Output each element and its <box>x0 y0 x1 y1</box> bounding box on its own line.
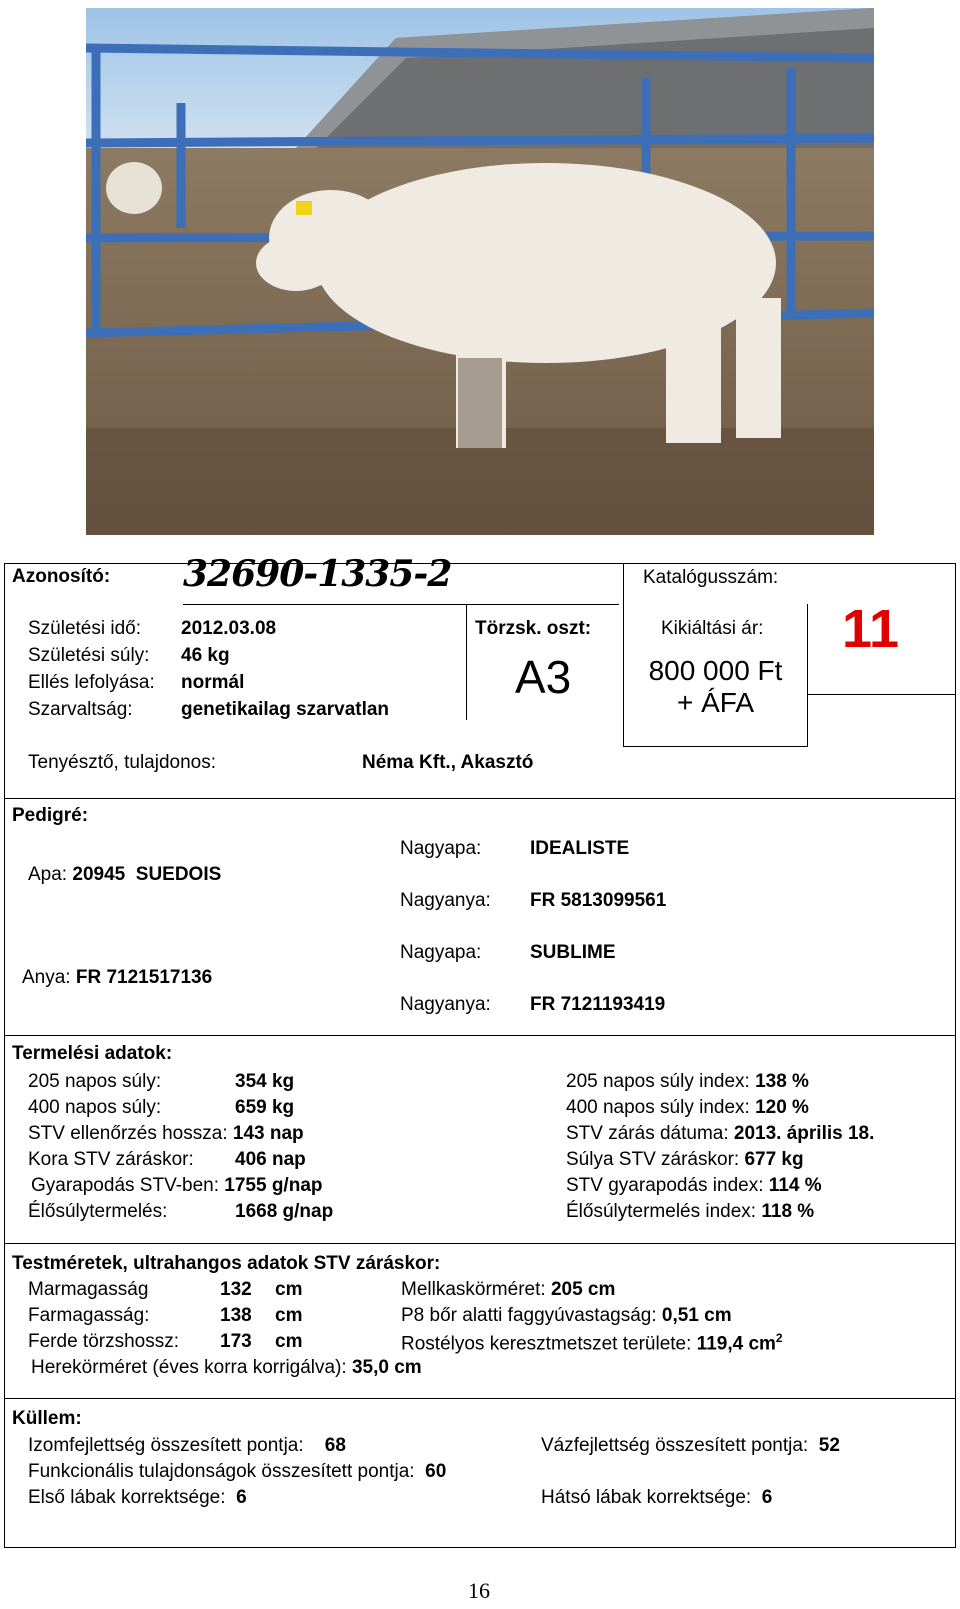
scrotal-value: 35,0 cm <box>351 1357 422 1378</box>
appearance-title: Küllem: <box>12 1408 82 1429</box>
stv-length-value: 143 nap <box>232 1123 304 1144</box>
hind-legs-label: Hátsó lábak korrektsége: <box>541 1487 752 1508</box>
chest-girth-value: 205 cm <box>550 1279 616 1300</box>
price-box-bottom-border <box>623 746 808 747</box>
calving-label: Ellés lefolyása: <box>28 672 155 693</box>
weight-at-stv-close-label: Súlya STV záráskor: <box>566 1149 740 1170</box>
father-value: 20945 SUEDOIS <box>72 864 222 885</box>
chest-girth <box>401 1279 615 1301</box>
price-label: Kikiáltási ár: <box>661 618 764 639</box>
catalog-box-bottom-border <box>807 694 956 695</box>
liveweight-index-value: 118 % <box>761 1201 815 1222</box>
breeder-value <box>362 752 533 774</box>
age-at-stv-close-label: Kora STV záráskor: <box>28 1149 194 1170</box>
breeder-name: Néma Kft. <box>362 752 451 773</box>
ribeye-area <box>401 1331 783 1355</box>
stv-gain-index-value: 114 % <box>768 1175 822 1196</box>
ribeye-area-label: Rostélyos keresztmetszet területe: <box>401 1333 692 1355</box>
p8-fat-value: 0,51 cm <box>661 1305 732 1326</box>
bull-photo-illustration <box>86 8 874 535</box>
stv-gain-label: Gyarapodás STV-ben: <box>31 1175 219 1196</box>
paternal-grandfather-value: IDEALISTE <box>530 838 630 859</box>
function-score-label: Funkcionális tulajdonságok összesített pontja: <box>28 1461 415 1482</box>
weight-205-label: 205 napos súly: <box>28 1071 162 1092</box>
id-underline <box>183 604 619 605</box>
id-label: Azonosító: <box>12 566 111 587</box>
rump-height-value: 138 <box>220 1305 252 1326</box>
ribeye-area-superscript: 2 <box>775 1331 783 1345</box>
father-label: Apa: <box>28 864 68 885</box>
stv-gain <box>31 1175 323 1197</box>
liveweight-gain-label: Élősúlytermelés: <box>28 1201 168 1222</box>
stv-gain-index <box>566 1175 822 1197</box>
age-at-stv-close-value: 406 nap <box>235 1149 306 1170</box>
maternal-grandfather-label: Nagyapa: <box>400 942 482 963</box>
scrotal-label: Herekörméret (éves korra korrigálva): <box>31 1357 347 1378</box>
price-vat: + ÁFA <box>676 687 755 718</box>
divider-pedigree <box>4 798 956 799</box>
birth-weight-value: 46 kg <box>181 645 230 666</box>
catalog-number: 11 <box>842 599 900 659</box>
index-400-label: 400 napos súly index: <box>566 1097 750 1118</box>
pedigree-title: Pedigré: <box>12 805 89 826</box>
horn-status-label: Szarvaltság: <box>28 699 133 720</box>
paternal-grandmother-label: Nagyanya: <box>400 890 491 911</box>
body-length-value: 173 <box>220 1331 252 1352</box>
liveweight-gain-value: 1668 g/nap <box>235 1201 334 1222</box>
bull-photo <box>86 8 874 535</box>
withers-height-label: Marmagasság <box>28 1279 149 1300</box>
horn-status-value: genetikailag szarvatlan <box>181 699 390 720</box>
stv-gain-value: 1755 g/nap <box>224 1175 323 1196</box>
hind-legs-score <box>541 1487 772 1509</box>
withers-height-unit: cm <box>275 1279 303 1300</box>
index-205-label: 205 napos súly index: <box>566 1071 750 1092</box>
hind-legs-value: 6 <box>761 1487 773 1508</box>
calving-value: normál <box>181 672 245 693</box>
stv-close-date-value: 2013. április 18. <box>733 1123 875 1144</box>
function-score <box>28 1461 446 1483</box>
stv-gain-index-label: STV gyarapodás index: <box>566 1175 764 1196</box>
maternal-grandmother-value: FR 7121193419 <box>530 994 666 1015</box>
body-measures-title: Testméretek, ultrahangos adatok STV záráskor: <box>12 1253 441 1274</box>
stv-close-date <box>566 1123 874 1145</box>
skeleton-score-value: 52 <box>818 1435 840 1456</box>
liveweight-index-label: Élősúlytermelés index: <box>566 1201 757 1222</box>
price-value: 800 000 Ft <box>648 655 783 686</box>
rump-height-label: Farmagasság: <box>28 1305 150 1326</box>
skeleton-score-label: Vázfejlettség összesített pontja: <box>541 1435 809 1456</box>
mother-label: Anya: <box>22 967 71 988</box>
page-number: 16 <box>468 1578 490 1603</box>
muscle-score <box>28 1435 346 1457</box>
withers-height-value: 132 <box>220 1279 252 1300</box>
production-title: Termelési adatok: <box>12 1043 173 1064</box>
body-length-unit: cm <box>275 1331 303 1352</box>
index-205-value: 138 % <box>755 1071 809 1092</box>
weight-205-value: 354 kg <box>235 1071 295 1092</box>
ribeye-area-value: 119,4 cm <box>696 1333 776 1355</box>
id-number: 32690-1335-2 <box>183 553 452 595</box>
class-label: Törzsk. oszt: <box>475 618 592 639</box>
p8-fat <box>401 1305 732 1327</box>
chest-girth-label: Mellkaskörméret: <box>401 1279 546 1300</box>
front-legs-score <box>28 1487 247 1509</box>
front-legs-value: 6 <box>236 1487 247 1508</box>
class-value: A3 <box>515 651 572 703</box>
muscle-score-value: 68 <box>324 1435 346 1456</box>
maternal-grandfather-value: SUBLIME <box>530 942 616 963</box>
birth-date-value: 2012.03.08 <box>181 618 277 639</box>
father <box>28 864 221 886</box>
stv-length-label: STV ellenőrzés hossza: <box>28 1123 228 1144</box>
function-score-value: 60 <box>425 1461 447 1482</box>
divider-body-measures <box>4 1243 956 1244</box>
class-box-left-border <box>466 604 467 720</box>
stv-length <box>28 1123 304 1145</box>
index-400-value: 120 % <box>755 1097 809 1118</box>
index-205 <box>566 1071 809 1093</box>
breeder-label: Tenyésztő, tulajdonos: <box>28 752 217 773</box>
stv-close-date-label: STV zárás dátuma: <box>566 1123 729 1144</box>
mother <box>22 967 212 989</box>
divider-production <box>4 1035 956 1036</box>
mother-value: FR 7121517136 <box>75 967 213 988</box>
rump-height-unit: cm <box>275 1305 303 1326</box>
weight-400-value: 659 kg <box>235 1097 295 1118</box>
muscle-score-label: Izomfejlettség összesített pontja: <box>28 1435 304 1456</box>
weight-400-label: 400 napos súly: <box>28 1097 162 1118</box>
divider-appearance <box>4 1398 956 1399</box>
breeder-place: , Akasztó <box>450 752 534 773</box>
front-legs-label: Első lábak korrektsége: <box>28 1487 226 1508</box>
maternal-grandmother-label: Nagyanya: <box>400 994 491 1015</box>
index-400 <box>566 1097 809 1119</box>
birth-weight-label: Születési súly: <box>28 645 150 666</box>
scrotal-circumference <box>31 1357 422 1379</box>
skeleton-score <box>541 1435 840 1457</box>
p8-fat-label: P8 bőr alatti faggyúvastagság: <box>401 1305 657 1326</box>
liveweight-index <box>566 1201 814 1223</box>
birth-date-label: Születési idő: <box>28 618 142 639</box>
paternal-grandfather-label: Nagyapa: <box>400 838 482 859</box>
paternal-grandmother-value: FR 5813099561 <box>530 890 667 911</box>
body-length-label: Ferde törzshossz: <box>28 1331 179 1352</box>
weight-at-stv-close-value: 677 kg <box>744 1149 804 1170</box>
weight-at-stv-close <box>566 1149 804 1171</box>
catalog-label: Katalógusszám: <box>643 567 779 588</box>
